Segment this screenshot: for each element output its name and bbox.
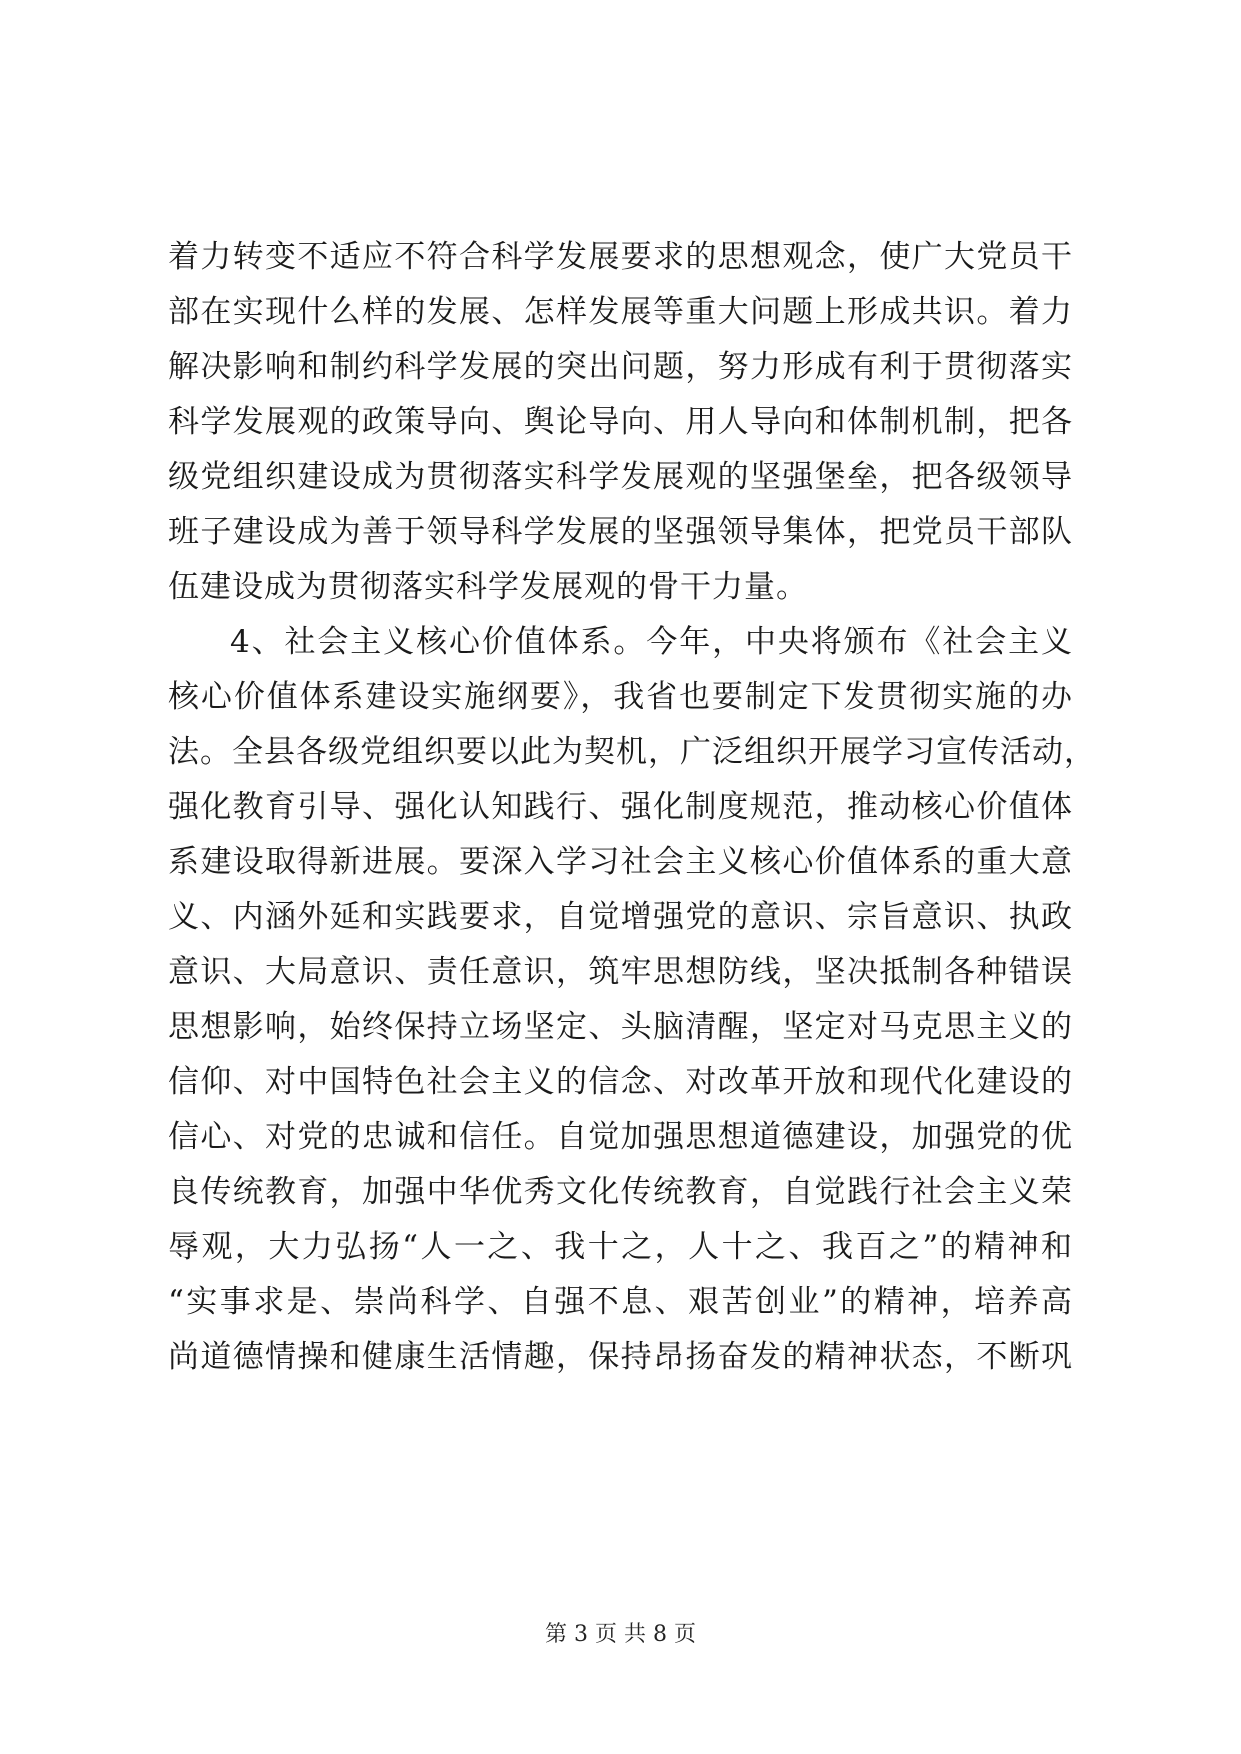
paragraph-1-line-3: 解决影响和制约科学发展的突出问题，努力形成有利于贯彻落实	[168, 349, 1073, 385]
paragraph-2-line-14: 尚道德情操和健康生活情趣，保持昂扬奋发的精神状态，不断巩	[168, 1339, 1073, 1375]
paragraph-2-line-4: 强化教育引导、强化认知践行、强化制度规范，推动核心价值体	[168, 789, 1073, 825]
document-body	[168, 230, 1096, 1385]
paragraph-2-line-12: 辱观，大力弘扬“人一之、我十之，人十之、我百之”的精神和	[168, 1229, 1073, 1265]
paragraph-1-line-5: 级党组织建设成为贯彻落实科学发展观的坚强堡垒，把各级领导	[168, 459, 1073, 495]
paragraph-1-line-4: 科学发展观的政策导向、舆论导向、用人导向和体制机制，把各	[168, 404, 1073, 440]
paragraph-2-line-10: 信心、对党的忠诚和信任。自觉加强思想道德建设，加强党的优	[168, 1119, 1073, 1155]
paragraph-2-line-6: 义、内涵外延和实践要求，自觉增强党的意识、宗旨意识、执政	[168, 899, 1073, 935]
paragraph-2-line-9: 信仰、对中国特色社会主义的信念、对改革开放和现代化建设的	[168, 1064, 1073, 1100]
page-number-footer: 第 3 页 共 8 页	[545, 1622, 696, 1647]
paragraph-2-line-8: 思想影响，始终保持立场坚定、头脑清醒，坚定对马克思主义的	[168, 1009, 1073, 1045]
paragraph-1-line-6: 班子建设成为善于领导科学发展的坚强领导集体，把党员干部队	[168, 514, 1073, 550]
paragraph-2-line-3: 法。全县各级党组织要以此为契机，广泛组织开展学习宣传活动，	[168, 734, 1096, 770]
paragraph-1-line-2: 部在实现什么样的发展、怎样发展等重大问题上形成共识。着力	[168, 294, 1073, 330]
paragraph-2-line-5: 系建设取得新进展。要深入学习社会主义核心价值体系的重大意	[168, 844, 1073, 880]
paragraph-1-line-1: 着力转变不适应不符合科学发展要求的思想观念，使广大党员干	[168, 239, 1073, 275]
paragraph-2-line-11: 良传统教育，加强中华优秀文化传统教育，自觉践行社会主义荣	[168, 1174, 1073, 1210]
paragraph-2-line-1: 4、社会主义核心价值体系。今年，中央将颁布《社会主义	[230, 624, 1073, 660]
paragraph-2-line-13: “实事求是、崇尚科学、自强不息、艰苦创业”的精神，培养高	[168, 1284, 1073, 1320]
paragraph-2-line-7: 意识、大局意识、责任意识，筑牢思想防线，坚决抵制各种错误	[168, 954, 1073, 990]
paragraph-1-line-7: 伍建设成为贯彻落实科学发展观的骨干力量。	[168, 569, 808, 605]
paragraph-2-line-2: 核心价值体系建设实施纲要》，我省也要制定下发贯彻实施的办	[168, 679, 1073, 715]
